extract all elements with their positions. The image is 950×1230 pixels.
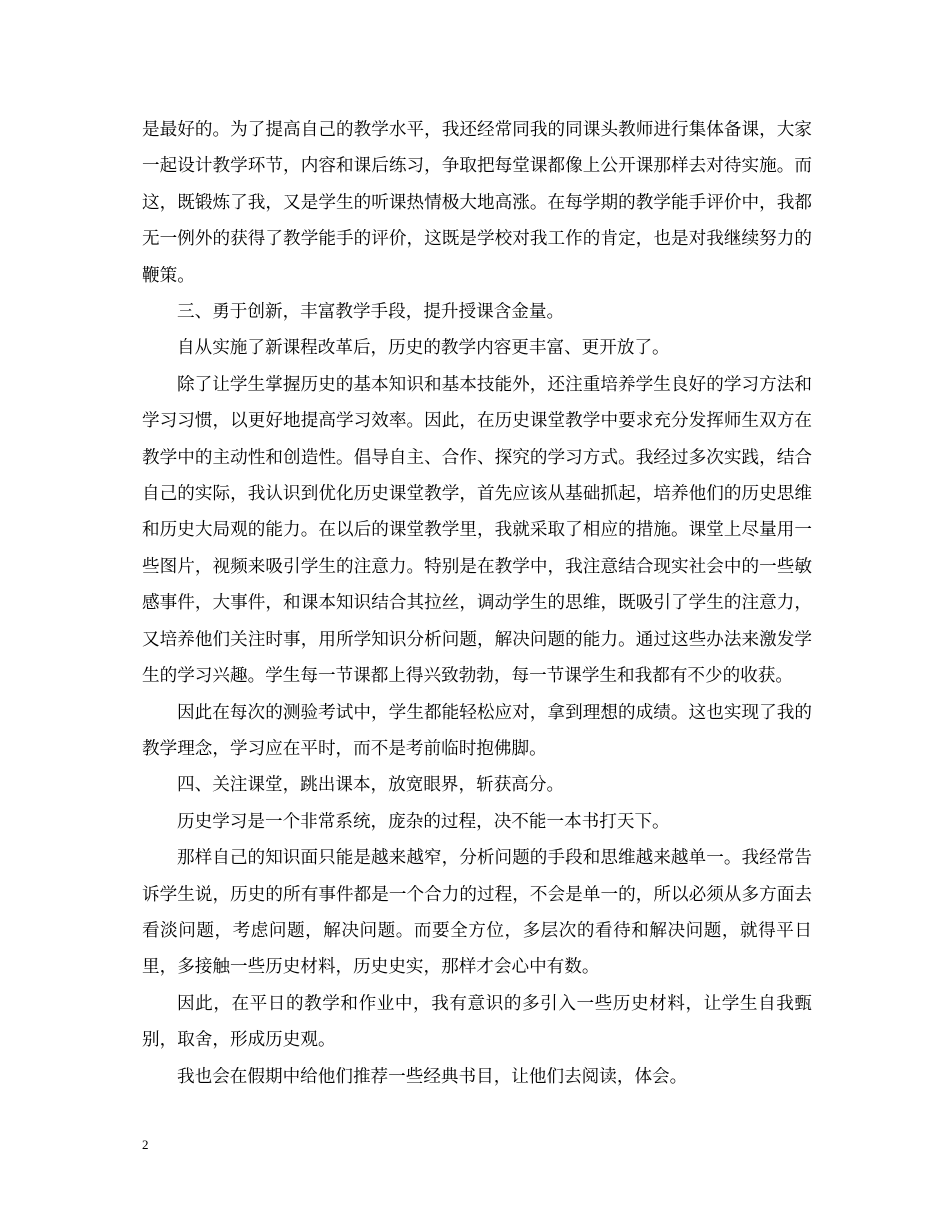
section-heading-three: 三、勇于创新，丰富教学手段，提升授课含金量。 — [177, 302, 565, 323]
paragraph: 自从实施了新课程改革后，历史的教学内容更丰富、更开放了。 — [177, 338, 670, 359]
paragraph: 除了让学生掌握历史的基本知识和基本技能外，还注重培养学生良好的学习方法和学习习惯，以更好地提高学习效率。因此，在历史课堂教学中要求充分发挥师生双方在教学中的主动性和创造性。倡导自主、合作、探究的学习方式。我经过多次实践，结合自己的实际，我认识到优化历史课堂教学，首先应该从基础抓起，培养他们的历史思维和历史大局观的能力。在以后的课堂教学里，我就采取了相应的措施。课堂上尽量用一些图片，视频来吸引学生的注意力。特别是在教学中，我注意结合现实社会中的一些敏感事件，大事件，和课本知识结合其拉丝，调动学生的思维，既吸引了学生的注意力，又培养他们关注时事，用所学知识分析问题，解决问题的能力。通过这些办法来激发学生的学习兴趣。学生每一节课都上得兴致勃勃，每一节课学生和我都有不少的收获。 — [142, 374, 812, 687]
page-number: 2 — [142, 1137, 149, 1152]
paragraph: 那样自己的知识面只能是越来越窄，分析问题的手段和思维越来越单一。我经常告诉学生说，历史的所有事件都是一个合力的过程，不会是单一的，所以必须从多方面去看淡问题，考虑问题，解决问题。而要全方位，多层次的看待和解决问题，就得平日里，多接触一些历史材料，历史史实，那样才会心中有数。 — [142, 848, 812, 978]
paragraph: 因此在每次的测验考试中，学生都能轻松应对，拿到理想的成绩。这也实现了我的教学理念，学习应在平时，而不是考前临时抱佛脚。 — [142, 702, 812, 759]
paragraph: 历史学习是一个非常系统，庞杂的过程，决不能一本书打天下。 — [177, 811, 670, 832]
paragraph: 我也会在假期中给他们推荐一些经典书目，让他们去阅读，体会。 — [177, 1066, 688, 1087]
section-heading-four: 四、关注课堂，跳出课本，放宽眼界，斩获高分。 — [177, 775, 565, 796]
paragraph: 是最好的。为了提高自己的教学水平，我还经常同我的同课头教师进行集体备课，大家一起设计教学环节，内容和课后练习，争取把每堂课都像上公开课那样去对待实施。而这，既锻炼了我，又是学生的听课热情极大地高涨。在每学期的教学能手评价中，我都无一例外的获得了教学能手的评价，这既是学校对我工作的肯定，也是对我继续努力的鞭策。 — [142, 120, 812, 286]
paragraph: 因此，在平日的教学和作业中，我有意识的多引入一些历史材料，让学生自我甄别，取舍，形成历史观。 — [142, 993, 812, 1051]
document-body — [142, 112, 812, 1095]
